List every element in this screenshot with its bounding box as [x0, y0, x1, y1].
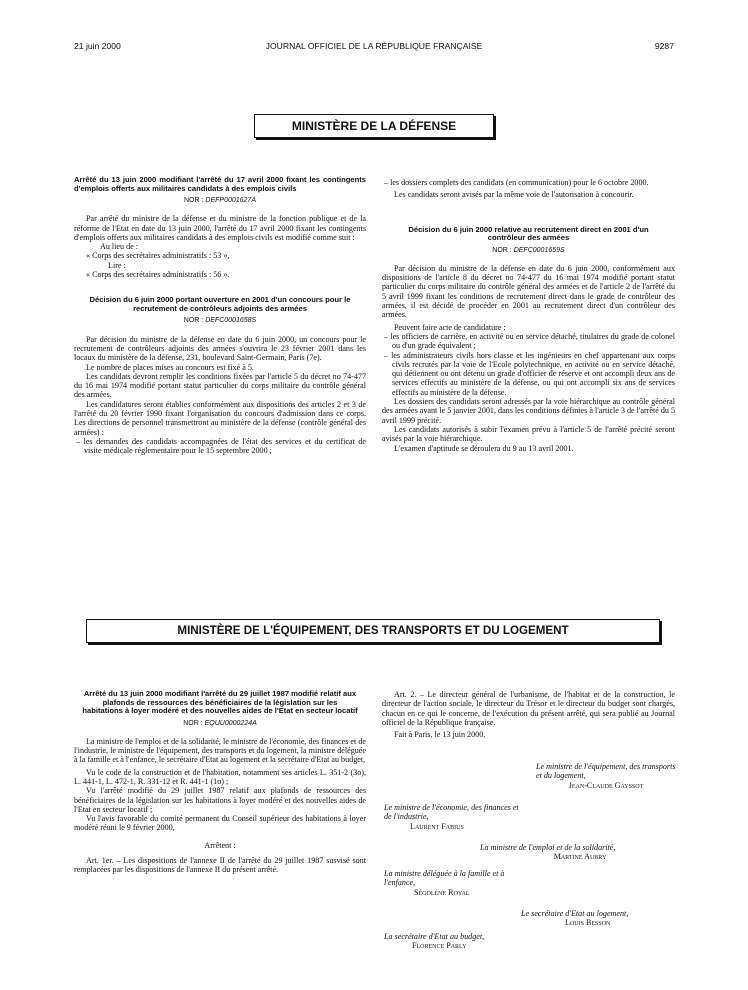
decision1-title: Décision du 6 juin 2000 portant ouverture en 2001 d'un concours pour le recrutement de contrôleurs adjoints des armées: [89, 295, 351, 313]
paragraph: Vu le code de la construction et de l'habitation, notamment ses articles L. 351-2 (3o), L. 441-1, L. 472-1, R. 331-12 et R. 441-1 (1o) ;: [74, 767, 366, 786]
decision2-title: Décision du 6 juin 2000 relative au recrutement direct en 2001 d'un contrôleur des armées: [408, 224, 649, 243]
page-number: 9287: [654, 41, 674, 51]
signature-block: La ministre de l'emploi et de la solidarité, Martine Aubry: [480, 843, 616, 862]
paragraph: Vu l'arrêté modifié du 29 juillet 1987 relatif aux plafonds de ressources des bénéficiaires de la législation sur les habitations à loyer modéré et des nouvelles aides de l'Etat en secteur locatif ;: [74, 786, 366, 814]
paragraph: Par décision du ministre de la défense en date du 6 juin 2000, un concours pour le recrutement de contrôleurs adjoints des armées s'ouvrira le 23 février 2001 dans les locaux du ministère de la défense, 231, boulevard Saint-Germain, Paris (7e).: [74, 334, 366, 363]
signature-block: Le secrétaire d'Etat au logement, Louis Besson: [521, 909, 629, 928]
signature-block: Le ministre de l'équipement, des transports et du logement, Jean-Claude Gayssot: [536, 762, 676, 790]
signature-block: Le ministre de l'économie, des finances et de l'industrie, Laurent Fabius: [384, 803, 519, 831]
paragraph: Les candidats devront remplir les conditions fixées par l'article 5 du décret no 74-477 du 16 mai 1974 modifié portant statut particulier du corps militaire du contrôle général des armées.: [74, 371, 366, 400]
fait-a-paris: Fait à Paris, le 13 juin 2000.: [394, 730, 486, 740]
column-right-bottom: [382, 690, 675, 739]
paragraph: Les candidatures seront établies conformément aux dispositions des articles 2 et 3 de l'arrêté du 20 février 1990 fixant l'organisation du concours d'admission dans ce corps. Les directions de personnel transmettront au ministère de la défense (contrôle général des armées) :: [74, 399, 366, 437]
paragraph: Lire :: [108, 260, 126, 270]
arrete2-title: Arrêté du 13 juin 2000 modifiant l'arrêté du 29 juillet 1987 modifié relatif aux plafonds de ressources des bénéficiaires de la législation sur les habitations à loyer modéré et des nouvelles aides de l'Etat en secteur locatif: [82, 689, 358, 715]
paragraph: « Corps des secrétaires administratifs : 53 »,: [86, 251, 230, 261]
arretent-heading: Arrêtent :: [204, 840, 236, 850]
arrete2-nor: NOR : EQUU0000224A: [183, 719, 257, 727]
page-date: 21 juin 2000: [74, 41, 121, 51]
list-item: – les officiers de carrière, en activité ou en service détaché, titulaires du grade de colonel ou d'un grade équivalent ;: [384, 331, 675, 351]
signature-block: La ministre déléguée à la famille et à l'enfance, Ségolène Royal: [384, 869, 505, 897]
article-2: Art. 2. – Le directeur général de l'urbanisme, de l'habitat et de la construction, le directeur de l'action sociale, le directeur du Trésor et le directeur du budget sont chargés, chacun en ce qui le concerne, de l'exécution du présent arrêté, qui sera publié au Journal officiel de la République française.: [382, 690, 675, 727]
journal-title: JOURNAL OFFICIEL DE LA RÉPUBLIQUE FRANÇAISE: [265, 41, 483, 51]
paragraph: Les candidats seront avisés par la même voie de l'autorisation à concourir.: [394, 190, 634, 200]
paragraph: Peuvent faire acte de candidature :: [394, 322, 506, 332]
section-heading-equipement: MINISTÈRE DE L'ÉQUIPEMENT, DES TRANSPORTS ET DU LOGEMENT: [86, 619, 660, 643]
signature-block: La secrétaire d'Etat au budget, Florence Parly: [384, 932, 485, 951]
paragraph: Le nombre de places mises au concours est fixé à 5.: [86, 362, 254, 372]
decision1-nor: NOR : DEFC0001658S: [183, 317, 257, 325]
paragraph: Vu l'avis favorable du comité permanent du Conseil supérieur des habitations à loyer modéré réuni le 9 février 2000,: [74, 814, 366, 833]
section-heading-defense: MINISTÈRE DE LA DÉFENSE: [254, 114, 494, 138]
column-right-top: [382, 178, 675, 453]
paragraph: Au lieu de :: [100, 242, 138, 252]
decision2-nor: NOR : DEFC0001659S: [492, 246, 565, 254]
paragraph: La ministre de l'emploi et de la solidarité, le ministre de l'économie, des finances et de l'industrie, le ministre de l'équipement, des transports et du logement, la ministre déléguée à la famille et à l'enfance, le secrétaire d'Etat au logement et la secrétaire d'Etat au budget,: [74, 736, 366, 765]
paragraph: Par arrêté du ministre de la défense et du ministre de la fonction publique et de la réforme de l'Etat en date du 13 juin 2000, l'arrêté du 17 avril 2000 fixant les contingents d'emplois offerts aux militaires candidats à des emplois civils est modifié comme suit :: [74, 214, 366, 242]
paragraph: « Corps des secrétaires administratifs : 56 ».: [86, 270, 230, 280]
paragraph: Les dossiers des candidats seront adressés par la voie hiérarchique au contrôle général des armées avant le 5 janvier 2001, dans les conditions définies à l'article 3 de l'arrêté du 5 avril 1999 précité.: [382, 397, 675, 425]
paragraph: Les candidats autorisés à subir l'examen prévu à l'article 5 de l'arrêté précité seront avisés par la voie hiérarchique.: [382, 424, 675, 444]
article-1: Art. 1er. – Les dispositions de l'annexe II de l'arrêté du 29 juillet 1987 susvisé sont remplacées par les dispositions de l'annexe II du présent arrêté.: [74, 856, 366, 875]
column-left-bottom: [74, 690, 366, 875]
arrete1-nor: NOR : DEFP0001627A: [184, 197, 256, 204]
arrete1-title: Arrêté du 13 juin 2000 modifiant l'arrêté du 17 avril 2000 fixant les contingents d'emplois offerts aux militaires candidats à des emplois civils: [74, 175, 366, 193]
paragraph: Par décision du ministre de la défense en date du 6 juin 2000, conformément aux dispositions de l'article 8 du décret no 74-477 du 16 mai 1974 modifié portant statut particulier du corps militaire du contrôle général des armées et de l'article 2 de l'arrêté du 5 avril 1999 fixant les conditions de recrutement direct dans le grade de contrôleur des armées, il est décidé de procéder en 2001 au recrutement direct d'un contrôleur des armées.: [382, 263, 675, 320]
list-item: – les demandes des candidats accompagnées de l'état des services et du certificat de visite médicale réglementaire pour le 15 septembre 2000 ;: [76, 436, 366, 456]
list-item: – les dossiers complets des candidats (en communication) pour le 6 octobre 2000.: [384, 178, 649, 187]
column-left-top: [74, 176, 366, 456]
paragraph: L'examen d'aptitude se déroulera du 9 au 13 avril 2001.: [394, 443, 574, 453]
list-item: – les administrateurs civils hors classe et les ingénieurs en chef appartenant aux corps civils recrutés par la voie de l'Ecole polytechnique, en activité ou en service détaché, qui détiennent ou ont détenu un grade d'officier de réserve et ont accompli deux ans de services effectifs au ministère de la défense, ou qui ont accompli six ans de services effectifs au ministère de la défense.: [384, 350, 675, 397]
